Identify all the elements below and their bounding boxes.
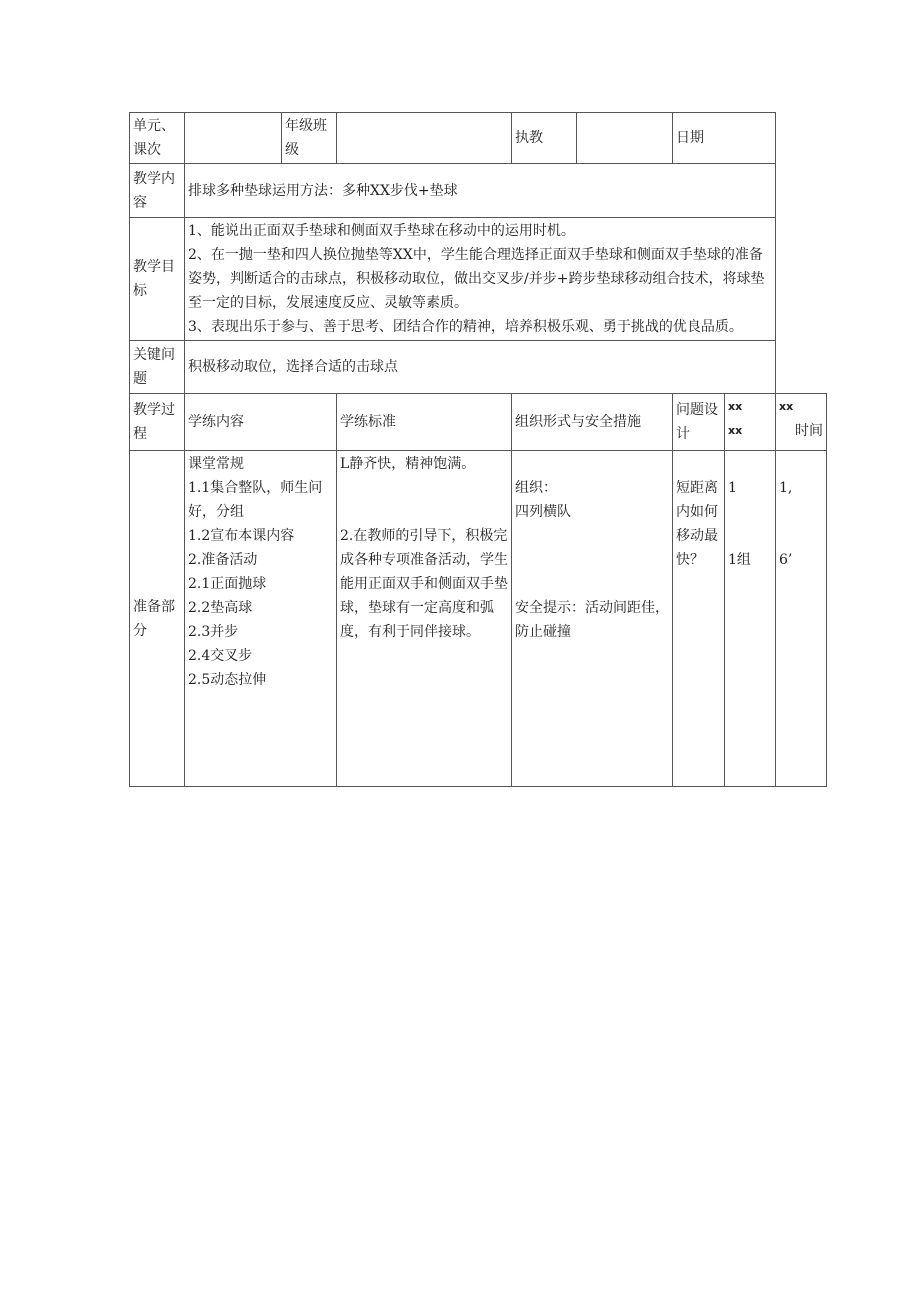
- objectives-label: 教学目标: [130, 218, 185, 341]
- objectives-list: [185, 218, 776, 341]
- unit-value: [185, 113, 282, 164]
- prep-organization: [512, 451, 673, 787]
- content-label: 教学内容: [130, 164, 185, 218]
- group-1: 1: [728, 480, 737, 496]
- content-value: 排球多种垫球运用方法：多种XX步伐+垫球: [185, 164, 776, 218]
- org-label: 组织：: [515, 480, 557, 496]
- time-1: 1,: [779, 480, 793, 496]
- content-row: [130, 164, 827, 218]
- lesson-plan-table: [129, 112, 827, 787]
- prep-time: [776, 451, 827, 787]
- group-2: 1组: [728, 552, 751, 568]
- process-header-row: [130, 394, 827, 451]
- col-standard-header: 学练标准: [337, 394, 512, 451]
- date-label: 日期: [673, 113, 776, 164]
- spacer: [728, 500, 772, 524]
- content-item: 1.1集合整队，师生问好，分组: [188, 480, 323, 520]
- teacher-label: 执教: [512, 113, 577, 164]
- key-issue-value: 积极移动取位，选择合适的击球点: [185, 341, 776, 394]
- spacer: [728, 452, 772, 476]
- objective-item: 1、能说出正面双手垫球和侧面双手垫球在移动中的运用时机。: [188, 223, 575, 239]
- content-item: 2.准备活动: [188, 552, 258, 568]
- content-item: 2.2垫高球: [188, 600, 253, 616]
- prep-group: [725, 451, 776, 787]
- grade-value: [337, 113, 512, 164]
- col-org-header: 组织形式与安全措施: [512, 394, 673, 451]
- prep-label: 准备部分: [130, 451, 185, 787]
- key-issue-label: 关键问题: [130, 341, 185, 394]
- spacer: [340, 476, 508, 500]
- content-item: 2.4交叉步: [188, 648, 253, 664]
- unit-label: 单元、课次: [130, 113, 185, 164]
- col-content-header: 学练内容: [185, 394, 337, 451]
- key-issue-row: [130, 341, 827, 394]
- process-label: 教学过程: [130, 394, 185, 451]
- spacer: [340, 500, 508, 524]
- standard-2: 2.在教师的引导下，积极完成各种专项准备活动，学生能用正面双手和侧面双手垫球，垫球有一定高度和弧度，有利于同伴接球。: [340, 528, 508, 640]
- spacer: [515, 524, 669, 548]
- objective-item: 2、在一抛一垫和四人换位抛垫等XX中，学生能合理选择正面双手垫球和侧面双手垫球的准备姿势，判断适合的击球点，积极移动取位，做出交叉步/并步+跨步垫球移动组合技术，将球垫至一定的目标，发展速度反应、灵敏等素质。: [188, 247, 765, 311]
- objectives-row: [130, 218, 827, 341]
- time-2: 6’: [779, 552, 793, 568]
- col-xx-bottom: xx: [728, 424, 743, 437]
- spacer: [676, 452, 721, 476]
- spacer: [515, 452, 669, 476]
- col-question-header: 问题设计: [673, 394, 725, 451]
- standard-1: L静齐快，精神饱满。: [340, 456, 476, 472]
- col-xx-top: xx: [728, 400, 743, 413]
- spacer: [515, 548, 669, 572]
- col-time-label: 时间: [795, 423, 823, 439]
- content-item: 1.2宣布本课内容: [188, 528, 295, 544]
- header-row: [130, 113, 827, 164]
- content-item: 2.3并步: [188, 624, 239, 640]
- question-text: 短距离内如何移动最快？: [676, 480, 718, 568]
- spacer: [779, 500, 823, 524]
- prep-content: [185, 451, 337, 787]
- content-item: 2.5动态拉伸: [188, 672, 267, 688]
- spacer: [515, 572, 669, 596]
- grade-label: 年级班级: [282, 113, 337, 164]
- spacer: [728, 524, 772, 548]
- prep-standard: [337, 451, 512, 787]
- spacer: [779, 452, 823, 476]
- col-xx-header: [725, 394, 776, 451]
- prep-row: [130, 451, 827, 787]
- org-value: 四列横队: [515, 504, 571, 520]
- prep-question: [673, 451, 725, 787]
- objective-item: 3、表现出乐于参与、善于思考、团结合作的精神，培养积极乐观、勇于挑战的优良品质。: [188, 319, 743, 335]
- spacer: [779, 524, 823, 548]
- content-item: 课堂常规: [188, 456, 244, 472]
- safety-note: 安全提示：活动间距佳，防止碰撞: [515, 600, 669, 640]
- col-time-header: [776, 394, 827, 451]
- content-item: 2.1正面抛球: [188, 576, 267, 592]
- teacher-value: [577, 113, 673, 164]
- col-xx2: xx: [779, 400, 794, 413]
